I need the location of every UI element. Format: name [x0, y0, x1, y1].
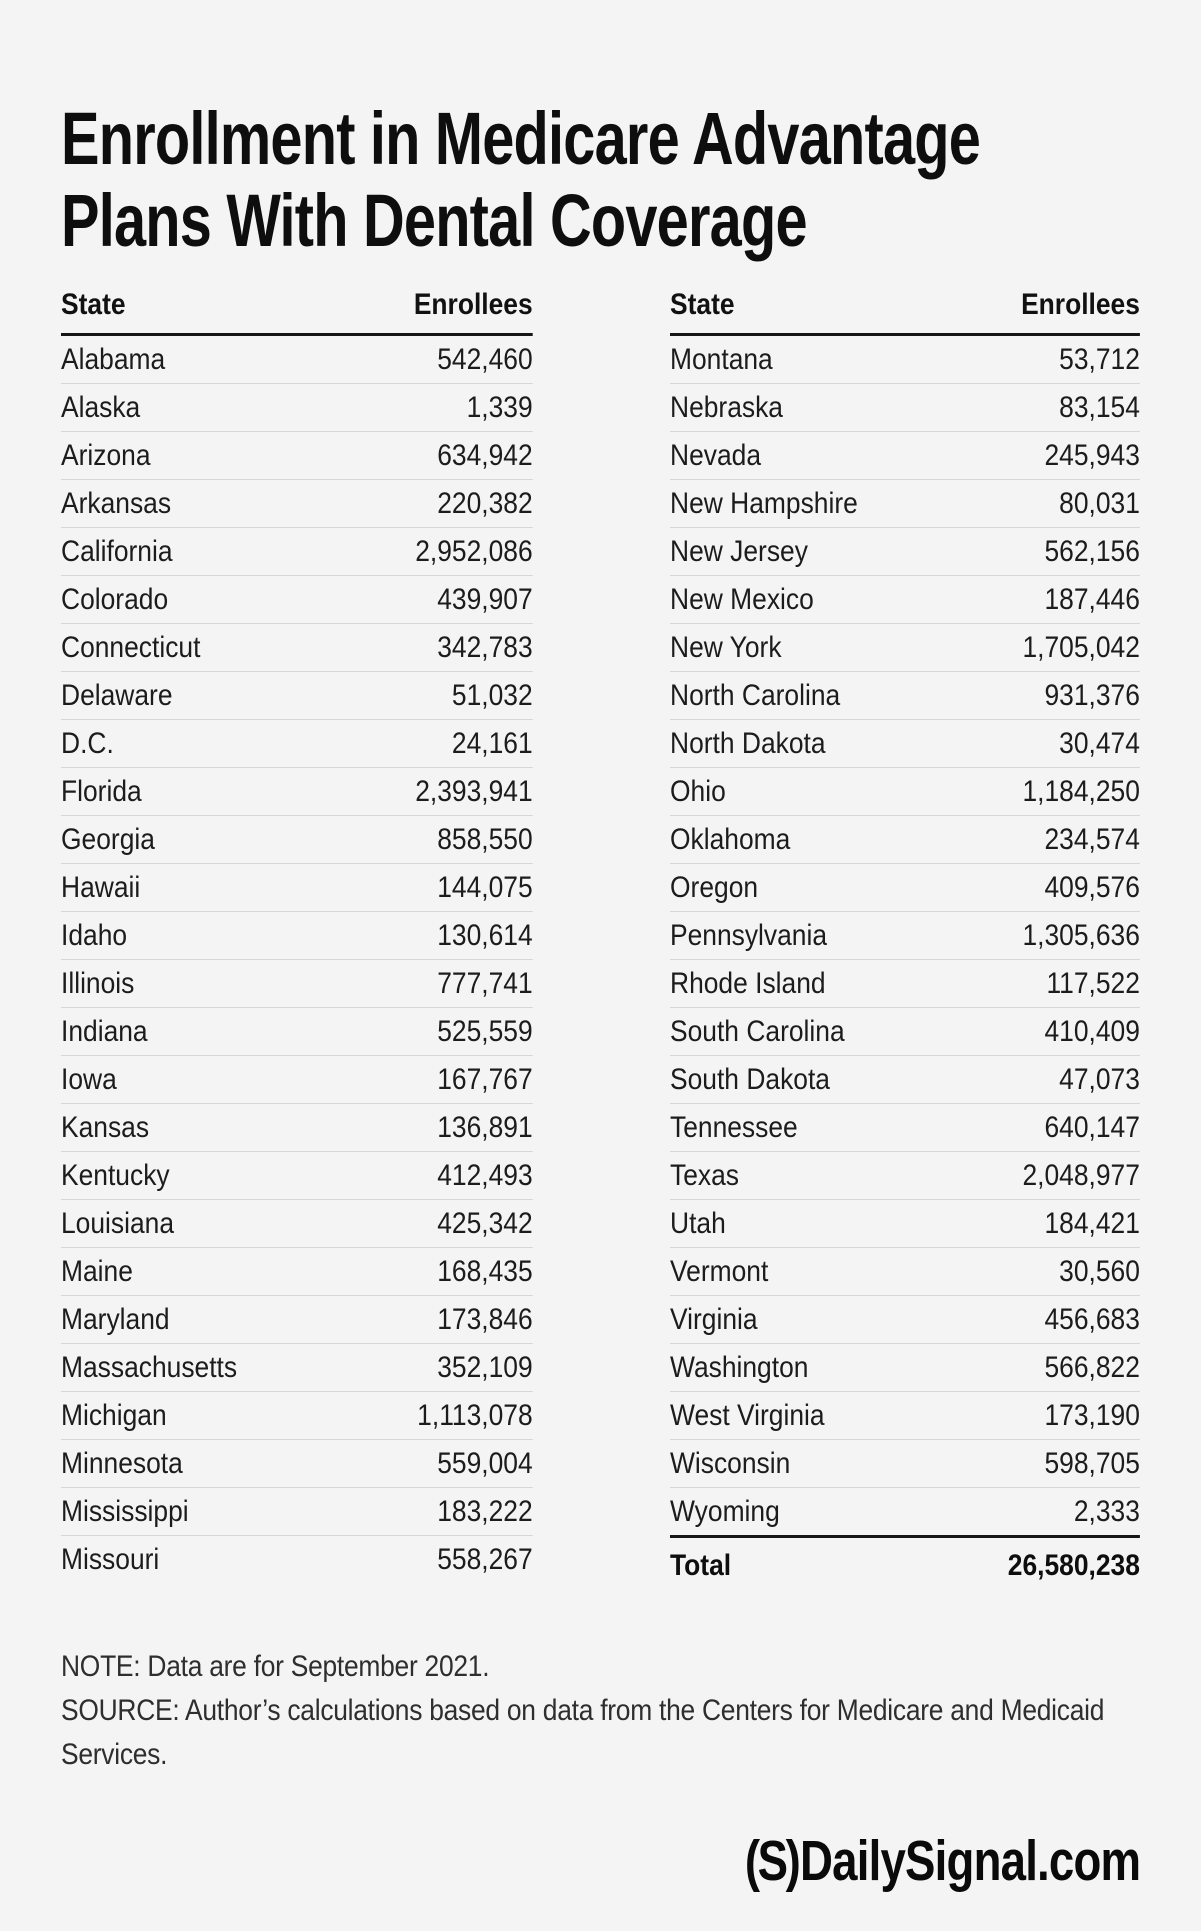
enrollees-cell: 24,161: [451, 726, 533, 760]
table-header: [670, 282, 1140, 336]
table-row: [670, 768, 1140, 816]
state-cell: North Carolina: [670, 678, 841, 712]
state-cell: Texas: [670, 1158, 739, 1192]
table-row: [61, 576, 533, 624]
table-row: [670, 1392, 1140, 1440]
table-row: [61, 1008, 533, 1056]
state-cell: Iowa: [61, 1062, 117, 1096]
table-row: [670, 576, 1140, 624]
enrollees-cell: 51,032: [451, 678, 533, 712]
table-row: [61, 960, 533, 1008]
enrollees-cell: 525,559: [437, 1014, 533, 1048]
state-cell: New Mexico: [670, 582, 814, 616]
enrollees-cell: 412,493: [437, 1158, 533, 1192]
enrollees-cell: 425,342: [437, 1206, 533, 1240]
state-cell: Oklahoma: [670, 822, 791, 856]
enrollees-cell: 352,109: [437, 1350, 533, 1384]
enrollees-cell: 342,783: [437, 630, 533, 664]
table-row: [61, 672, 533, 720]
table-header: [61, 282, 533, 336]
state-cell: Nebraska: [670, 390, 783, 424]
state-cell: Pennsylvania: [670, 918, 828, 952]
enrollees-cell: 558,267: [437, 1542, 533, 1576]
enrollees-cell: 640,147: [1044, 1110, 1140, 1144]
state-column-header: State: [670, 288, 735, 321]
table-row: [61, 480, 533, 528]
enrollees-cell: 2,393,941: [415, 774, 533, 808]
state-cell: Minnesota: [61, 1446, 183, 1480]
state-cell: Indiana: [61, 1014, 148, 1048]
state-cell: Virginia: [670, 1302, 758, 1336]
enrollees-cell: 1,339: [466, 390, 533, 424]
table-row: [670, 1296, 1140, 1344]
enrollees-cell: 2,333: [1073, 1494, 1140, 1528]
state-cell: New Hampshire: [670, 486, 858, 520]
state-cell: Tennessee: [670, 1110, 798, 1144]
total-value: 26,580,238: [1007, 1548, 1140, 1582]
state-cell: Arkansas: [61, 486, 172, 520]
enrollees-cell: 173,190: [1044, 1398, 1140, 1432]
state-cell: Idaho: [61, 918, 128, 952]
state-cell: Hawaii: [61, 870, 141, 904]
state-cell: South Dakota: [670, 1062, 830, 1096]
table-row: [61, 1392, 533, 1440]
enrollees-cell: 130,614: [437, 918, 533, 952]
enrollees-cell: 931,376: [1044, 678, 1140, 712]
enrollees-column-header: Enrollees: [413, 288, 533, 321]
state-cell: Louisiana: [61, 1206, 175, 1240]
state-cell: Utah: [670, 1206, 726, 1240]
note-line: NOTE: Data are for September 2021.: [61, 1650, 490, 1683]
source-line: SOURCE: Author’s calculations based on data from the Centers for Medicare and Medicaid Services.: [61, 1694, 1105, 1771]
enrollees-cell: 858,550: [437, 822, 533, 856]
table-row: [670, 1152, 1140, 1200]
table-row: [670, 624, 1140, 672]
state-cell: California: [61, 534, 173, 568]
state-cell: Delaware: [61, 678, 173, 712]
enrollees-cell: 439,907: [437, 582, 533, 616]
enrollees-cell: 184,421: [1044, 1206, 1140, 1240]
enrollees-cell: 187,446: [1044, 582, 1140, 616]
enrollees-cell: 598,705: [1044, 1446, 1140, 1480]
enrollees-cell: 634,942: [437, 438, 533, 472]
table-row: [61, 1104, 533, 1152]
table-row: [670, 432, 1140, 480]
table-row: [61, 912, 533, 960]
state-cell: Massachusetts: [61, 1350, 238, 1384]
table-row: [61, 864, 533, 912]
table-row: [61, 1488, 533, 1536]
daily-signal-logo: [745, 1828, 1140, 1894]
state-cell: Oregon: [670, 870, 759, 904]
enrollees-column-header: Enrollees: [1021, 288, 1140, 321]
state-cell: Alabama: [61, 342, 166, 376]
state-cell: Connecticut: [61, 630, 201, 664]
enrollees-cell: 1,184,250: [1022, 774, 1140, 808]
table-row: [670, 720, 1140, 768]
table-row: [670, 1344, 1140, 1392]
total-label: Total: [670, 1548, 732, 1582]
table-row: [61, 1344, 533, 1392]
enrollees-cell: 83,154: [1059, 390, 1140, 424]
table-row: [670, 912, 1140, 960]
state-cell: Maryland: [61, 1302, 170, 1336]
table-row: [670, 528, 1140, 576]
table-row: [670, 864, 1140, 912]
daily-signal-s-mark-icon: (S): [744, 1829, 799, 1893]
enrollees-cell: 777,741: [437, 966, 533, 1000]
table-row: [61, 1440, 533, 1488]
enrollees-cell: 2,048,977: [1022, 1158, 1140, 1192]
enrollees-cell: 80,031: [1059, 486, 1140, 520]
state-cell: New Jersey: [670, 534, 808, 568]
state-cell: Washington: [670, 1350, 809, 1384]
total-row: [670, 1535, 1140, 1593]
table-row: [670, 816, 1140, 864]
enrollees-cell: 1,705,042: [1022, 630, 1140, 664]
state-cell: Illinois: [61, 966, 135, 1000]
enrollees-cell: 220,382: [437, 486, 533, 520]
table-row: [61, 384, 533, 432]
state-cell: Florida: [61, 774, 142, 808]
table-row: [670, 1248, 1140, 1296]
daily-signal-logo-text: DailySignal.com: [799, 1829, 1140, 1893]
enrollees-cell: 456,683: [1044, 1302, 1140, 1336]
state-cell: Montana: [670, 342, 773, 376]
enrollees-cell: 117,522: [1046, 966, 1140, 1000]
enrollees-cell: 562,156: [1044, 534, 1140, 568]
state-cell: West Virginia: [670, 1398, 825, 1432]
table-row: [670, 480, 1140, 528]
table-row: [61, 624, 533, 672]
state-column-header: State: [61, 288, 126, 321]
table-row: [670, 1104, 1140, 1152]
table-row: [61, 1296, 533, 1344]
enrollees-cell: 245,943: [1044, 438, 1140, 472]
table-row: [61, 1536, 533, 1583]
table-row: [670, 1488, 1140, 1535]
table-row: [61, 1248, 533, 1296]
table-row: [670, 1200, 1140, 1248]
enrollees-cell: 47,073: [1059, 1062, 1140, 1096]
enrollees-cell: 136,891: [437, 1110, 533, 1144]
state-cell: Kansas: [61, 1110, 150, 1144]
table-row: [61, 528, 533, 576]
state-cell: Nevada: [670, 438, 761, 472]
table-row: [670, 672, 1140, 720]
enrollees-cell: 173,846: [437, 1302, 533, 1336]
enrollees-cell: 144,075: [437, 870, 533, 904]
enrollment-table-right: [670, 282, 1140, 1593]
table-row: [61, 816, 533, 864]
state-cell: Ohio: [670, 774, 726, 808]
state-cell: Arizona: [61, 438, 151, 472]
footnotes: [61, 1645, 1117, 1777]
table-row: [61, 1152, 533, 1200]
enrollees-cell: 410,409: [1044, 1014, 1140, 1048]
page-title: Enrollment in Medicare Advantage Plans With Dental Coverage: [61, 96, 981, 263]
enrollees-cell: 167,767: [437, 1062, 533, 1096]
enrollees-cell: 559,004: [437, 1446, 533, 1480]
state-cell: Mississippi: [61, 1494, 189, 1528]
state-cell: Georgia: [61, 822, 155, 856]
table-row: [670, 1056, 1140, 1104]
enrollees-cell: 30,560: [1059, 1254, 1140, 1288]
table-body: [61, 336, 533, 1583]
table-row: [670, 384, 1140, 432]
enrollees-cell: 234,574: [1044, 822, 1140, 856]
enrollees-cell: 1,113,078: [417, 1398, 533, 1432]
state-cell: Wyoming: [670, 1494, 780, 1528]
table-row: [670, 960, 1140, 1008]
table-row: [670, 1440, 1140, 1488]
state-cell: Vermont: [670, 1254, 769, 1288]
state-cell: D.C.: [61, 726, 114, 760]
table-row: [61, 432, 533, 480]
table-row: [61, 1200, 533, 1248]
table-row: [61, 336, 533, 384]
table-body: [670, 336, 1140, 1535]
state-cell: Michigan: [61, 1398, 167, 1432]
enrollees-cell: 1,305,636: [1022, 918, 1140, 952]
table-row: [61, 1056, 533, 1104]
state-cell: Colorado: [61, 582, 169, 616]
enrollees-cell: 409,576: [1044, 870, 1140, 904]
enrollment-table-left: [61, 282, 533, 1583]
state-cell: Rhode Island: [670, 966, 826, 1000]
state-cell: South Carolina: [670, 1014, 845, 1048]
enrollees-cell: 183,222: [437, 1494, 533, 1528]
enrollees-cell: 2,952,086: [415, 534, 533, 568]
enrollees-cell: 542,460: [437, 342, 533, 376]
enrollees-cell: 30,474: [1059, 726, 1140, 760]
state-cell: North Dakota: [670, 726, 826, 760]
table-row: [670, 1008, 1140, 1056]
enrollees-cell: 53,712: [1059, 342, 1140, 376]
state-cell: Wisconsin: [670, 1446, 791, 1480]
table-row: [61, 720, 533, 768]
state-cell: Alaska: [61, 390, 141, 424]
table-row: [61, 768, 533, 816]
enrollees-cell: 168,435: [437, 1254, 533, 1288]
enrollees-cell: 566,822: [1044, 1350, 1140, 1384]
state-cell: Missouri: [61, 1542, 160, 1576]
state-cell: Maine: [61, 1254, 133, 1288]
state-cell: New York: [670, 630, 782, 664]
state-cell: Kentucky: [61, 1158, 170, 1192]
table-row: [670, 336, 1140, 384]
